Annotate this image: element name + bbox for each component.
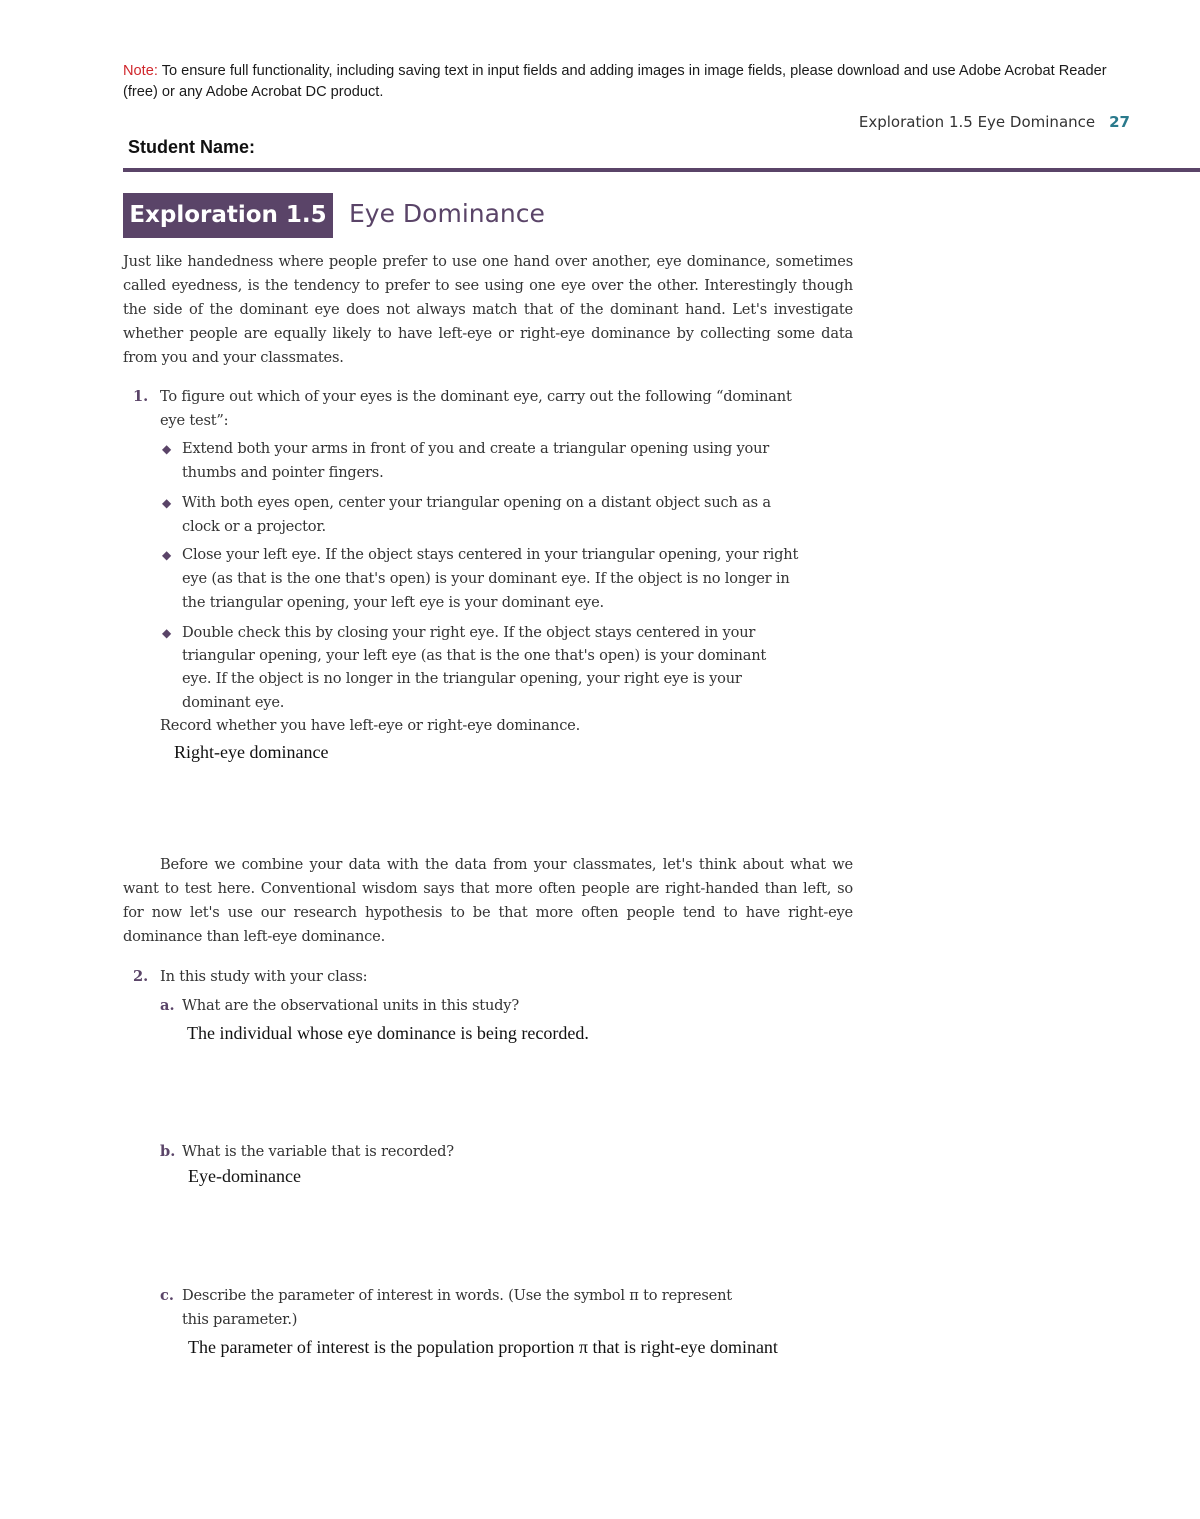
q1-bullet-4-line2: triangular opening, your left eye (as that is the one that's open) is your dominant — [182, 647, 767, 664]
q2a-text: What are the observational units in this study? — [182, 997, 519, 1014]
q1-number: 1. — [133, 388, 149, 405]
q2b-text: What is the variable that is recorded? — [182, 1143, 454, 1160]
q2c-text-line2: this parameter.) — [182, 1311, 298, 1328]
q1-bullet-2-line1: With both eyes open, center your triangular opening on a distant object such as a — [182, 494, 771, 511]
q1-bullet-1-line2: thumbs and pointer fingers. — [182, 464, 384, 481]
running-head — [859, 113, 1130, 131]
q2-text: In this study with your class: — [160, 968, 368, 985]
q1-bullet-4-line3: eye. If the object is no longer in the triangular opening, your right eye is your — [182, 670, 742, 687]
q2b-answer-field[interactable]: Eye-dominance — [188, 1166, 301, 1186]
bullet-marker: ◆ — [162, 496, 172, 510]
q1-bullet-1-line1: Extend both your arms in front of you and create a triangular opening using your — [182, 440, 770, 457]
acrobat-note — [123, 61, 1143, 103]
q1-text-line2: eye test”: — [160, 412, 229, 429]
q1-bullet-4-line4: dominant eye. — [182, 694, 285, 711]
q1-bullet-3-line3: the triangular opening, your left eye is your dominant eye. — [182, 594, 604, 611]
note-text: To ensure full functionality, including saving text in input fields and adding images in image fields, please download and use Adobe Acrobat Reader (free) or any Adobe Acrobat DC product. — [123, 63, 1107, 100]
student-name-label: Student Name: — [128, 137, 256, 157]
q2c-label: c. — [160, 1287, 174, 1304]
bullet-marker: ◆ — [162, 442, 172, 456]
exploration-title: Eye Dominance — [349, 199, 545, 228]
bullet-marker: ◆ — [162, 626, 172, 640]
q2a-label: a. — [160, 997, 175, 1014]
q2c-text-line1: Describe the parameter of interest in words. (Use the symbol π to represent — [182, 1287, 732, 1304]
transition-paragraph: Before we combine your data with the data from your classmates, let's think about what we want to test here. Conventional wisdom says that more often people are right-handed than left, so for now let's use our research hypothesis to be that more often people tend to have right-eye dominance than left-eye dominance. — [123, 856, 853, 945]
q1-bullet-3-line1: Close your left eye. If the object stays centered in your triangular opening, your right — [182, 546, 799, 563]
q1-text-line1: To figure out which of your eyes is the dominant eye, carry out the following “dominant — [160, 388, 792, 405]
bullet-marker: ◆ — [162, 548, 172, 562]
q1-bullet-4-line1: Double check this by closing your right eye. If the object stays centered in your — [182, 624, 756, 641]
intro-paragraph: Just like handedness where people prefer to use one hand over another, eye dominance, sometimes called eyedness, is the tendency to prefer to see using one eye over the other. Interestingly though the side of the dominant eye does not always match that of the dominant hand. Let's investigate whether people are equally likely to have left-eye or right-eye dominance by collecting some data from you and your classmates. — [123, 253, 853, 366]
exploration-tag: Exploration 1.5 — [123, 193, 333, 238]
q1-bullet-2-line2: clock or a projector. — [182, 518, 326, 535]
header-divider — [123, 168, 1200, 172]
note-label: Note: — [123, 63, 158, 79]
q1-bullet-3-line2: eye (as that is the one that's open) is your dominant eye. If the object is no longer in — [182, 570, 790, 587]
q2c-answer-field[interactable]: The parameter of interest is the population proportion π that is right-eye dominant — [188, 1337, 778, 1357]
q2b-label: b. — [160, 1143, 176, 1160]
page-number: 27 — [1109, 113, 1130, 131]
q1-answer-field[interactable]: Right-eye dominance — [174, 742, 329, 762]
running-head-title: Exploration 1.5 Eye Dominance — [858, 113, 1096, 131]
q2-number: 2. — [133, 968, 149, 985]
q1-record-instruction: Record whether you have left-eye or right-eye dominance. — [160, 717, 581, 734]
q2a-answer-field[interactable]: The individual whose eye dominance is being recorded. — [187, 1023, 589, 1043]
